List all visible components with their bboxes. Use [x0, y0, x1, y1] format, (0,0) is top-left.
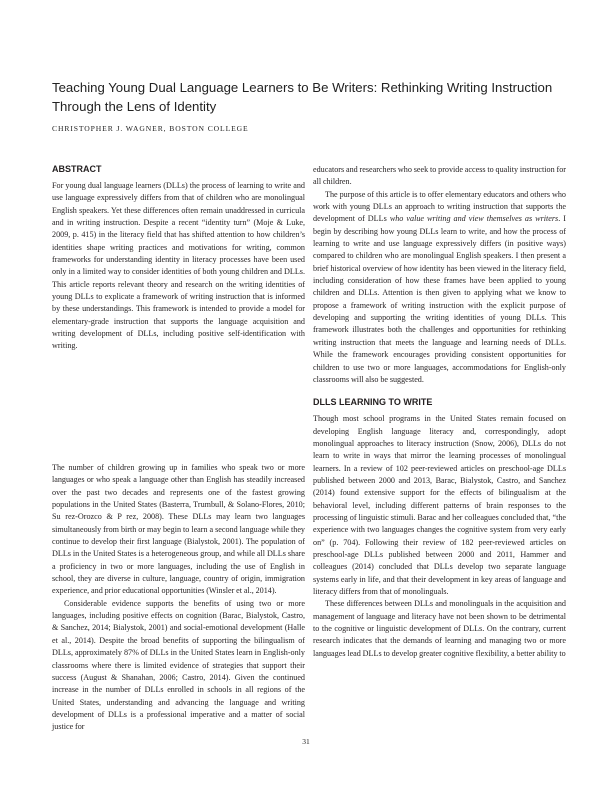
intro-paragraph-2: Considerable evidence supports the benefits of using two or more languages, including positive effects on cognition (Barac, Bialystok, Castro, & Sanchez, 2014; Bialystok, 2001) and social-emotional development (Halle et al., 2014). Despite the broad benefits of supporting the bilingualism of DLLs, approximately 87% of DLLs in the United States learn in English-only classrooms where there is limited evidence of strategies that support their success (August & Shanahan, 2006; Castro, 2014). Given the continued increase in the number of DLLs enrolled in schools in all regions of the United States, understanding and advancing the language and writing development of DLLs is a professional imperative and a matter of social justice for [52, 598, 305, 732]
purpose-text-start: The purpose of this article is to offer elementary educators and others who work with young DLLs an approach to writing instruction that supports the development of DLLs [313, 189, 566, 224]
intro-paragraph-3: educators and researchers who seek to provide access to quality instruction for all children. [313, 165, 566, 187]
page-number: 31 [302, 737, 310, 746]
purpose-emphasis: who value writing and view themselves as writers [389, 214, 559, 224]
author-byline: CHRISTOPHER J. WAGNER, BOSTON COLLEGE [52, 124, 249, 133]
abstract-heading: ABSTRACT [52, 164, 102, 174]
section-paragraph-1: Though most school programs in the United States remain focused on developing English language literacy and, correspondingly, adopt monolingual approaches to literacy instruction (Snow, 2006), DLLs do not learn to write in ways that mirror the learning processes of monolingual learners. In a review of 102 peer-reviewed articles on preschool-age DLLs published between 2000 and 2013, Barac, Bialystok, Castro, and Sanchez (2014) found extensive support for the effects of bilingualism at the behavioral level, including different patterns of brain responses to the processing of linguistic stimuli. Barac and her colleagues concluded that, “the experience with two languages changes the cognitive system from very early on” (p. 704). Following their review of 182 peer-reviewed articles on preschool-age DLLs published between 2000 and 2011, Hammer and colleagues (2014) concluded that DLLs develop two separate language systems early in life, and that their development in key areas of language and literacy differs from that of monolinguals. [313, 414, 566, 596]
section-paragraph-2: These differences between DLLs and monolinguals in the acquisition and management of language and literacy have not been shown to be detrimental to the cognitive or linguistic development of DLLs. On the contrary, current research indicates that the demands of learning and managing two or more languages lead DLLs to develop greater cognitive flexibility, a better ability to [313, 599, 566, 658]
right-column-body [313, 164, 566, 660]
intro-paragraph-4 [313, 189, 566, 387]
abstract-text: For young dual language learners (DLLs) the process of learning to write and use language expressively differs from that of children who are monolingual English speakers. Yet these differences often remain unaddressed in curricula and in writing instruction. Despite a recent “identity turn” (Moje & Luke, 2009, p. 415) in the literacy field that has shifted attention to how children’s identities shape writing practices and motivations for writing, common frameworks for understanding identity in literacy processes have been used only in a limited way to consider identities of both young children and DLLs. This article reports relevant theory and research on the writing identities of young DLLs to explicate a framework of writing instruction that is informed by these understandings. This framework is intended to provide a model for elementary-grade instruction that supports the language acquisition and writing development of DLLs, including positive self-identification with writing. [52, 181, 305, 351]
left-column-body [52, 462, 305, 734]
article-title: Teaching Young Dual Language Learners to Be Writers: Rethinking Writing Instruction Through the Lens of Identity [52, 80, 553, 114]
intro-paragraph-1: The number of children growing up in families who speak two or more languages or who speak a language other than English has steadily increased over the past two decades and represents one of the fastest growing populations in the United States (Basterra, Trumbull, & Solano-Flores, 2010; Su rez-Orozco & P rez, 2008). These DLLs may learn two languages simultaneously from birth or may begin to learn a second language while they continue to develop their first language (Bialystok, 2001). The population of DLLs in the United States is a heterogeneous group, and while all DLLs share a proficiency in two or more languages, including the use of English in school, they are diverse in culture, language, country of origin, immigration experience, and prior educational opportunities (Winsler et al., 2014). [52, 463, 305, 596]
purpose-text-end: . I begin by describing how young DLLs learn to write, and how the process of learning to write and use language expressively differs (in positive ways) compared to children who are monolingual English speakers. I then present a brief historical overview of how identity has been viewed in the literacy field, including consideration of how these frames have been applied to young children and DLLs. Attention is then given to applying what we know to propose a framework of writing instruction with the explicit purpose of developing and supporting the writing identities of young DLLs. This framework illustrates both the challenges and opportunities for rethinking writing instruction that meets the language and learning needs of DLLs. While the framework encourages providing consistent opportunities for children to use two or more languages, accommodations for English-only classrooms will also be suggested. [313, 214, 566, 384]
section-heading-dlls-learning-to-write: DLLS LEARNING TO WRITE [313, 397, 433, 408]
abstract-block [52, 164, 305, 353]
